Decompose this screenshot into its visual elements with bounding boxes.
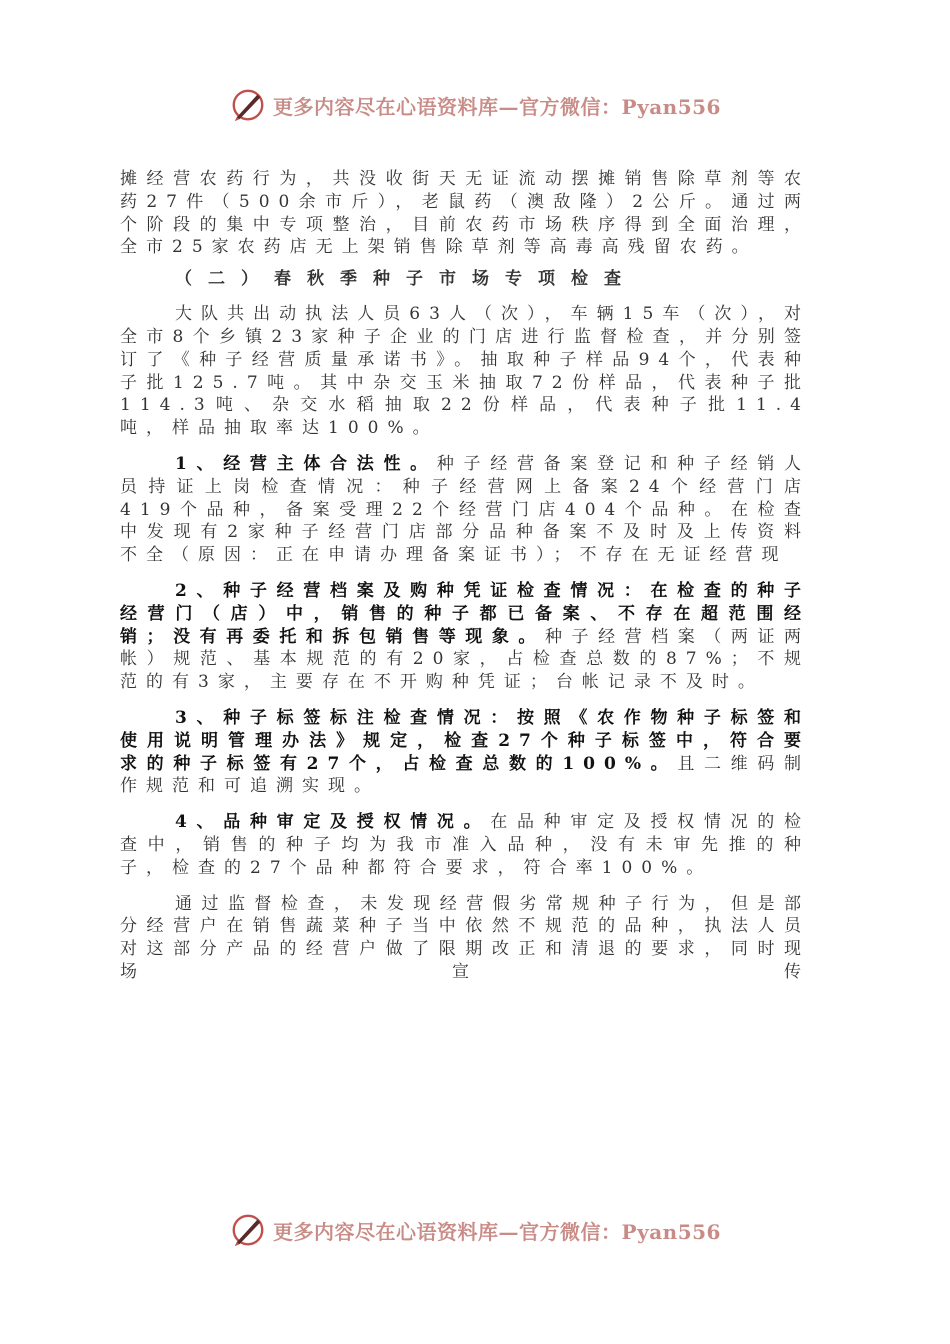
- document-body: [120, 168, 810, 984]
- header-banner-text: 更多内容尽在心语资料库—官方微信：Pyan556: [273, 94, 721, 119]
- item-business-legality-text: 种子经营备案登记和种子经销人员持证上岗检查情况：种子经营网上备案24个经营门店419个品种，备案受理22个经营门店404个品种。在检查中发现有2家种子经营门店部分品种备案不及时及上传资料不全（原因：正在申请办理备案证书）；不存在无证经营现: [120, 453, 810, 566]
- header-banner: [0, 83, 950, 127]
- item-seed-records-text: 种子经营档案（两证两帐）规范、基本规范的有20家，占检查总数的87%；不规范的有3家，主要存在不开购种凭证；台帐记录不及时。: [120, 626, 811, 693]
- item-business-legality: [120, 453, 810, 567]
- footer-banner: [0, 1208, 950, 1252]
- paragraph-pesticide-summary: 摊经营农药行为，共没收街天无证流动摆摊销售除草剂等农药27件（500余市斤），老鼠药（澳敌隆）2公斤。通过两个阶段的集中专项整治，目前农药市场秩序得到全面治理，全市25家农药店无上架销售除草剂等高毒高残留农药。: [120, 169, 810, 258]
- item-seed-labels: [120, 707, 810, 798]
- footer-banner-text: 更多内容尽在心语资料库—官方微信：Pyan556: [273, 1219, 721, 1244]
- item-variety-approval-title: 4、品种审定及授权情况。: [175, 812, 491, 833]
- item-variety-approval-text: 在品种审定及授权情况的检查中，销售的种子均为我市准入品种，没有未审先推的种子，检查的27个品种都符合要求，符合率100%。: [120, 812, 810, 878]
- item-seed-records: [120, 580, 810, 694]
- pen-logo-icon: [229, 86, 267, 124]
- item-business-legality-title: 1、经营主体合法性。: [175, 453, 437, 474]
- item-seed-labels-title: 3、种子标签标注检查情况：按照《农作物种子标签和使用说明管理办法》规定，检查27个种子标签中，符合要求的种子标签有27个，占检查总数的100%。: [120, 707, 810, 774]
- item-seed-records-title: 2、种子经营档案及购种凭证检查情况：在检查的种子经营门（店）中，销售的种子都已备案、不存在超范围经销；没有再委托和拆包销售等现象。: [120, 580, 810, 647]
- item-variety-approval: [120, 811, 810, 879]
- paragraph-seed-inspection: 大队共出动执法人员63人（次），车辆15车（次），对全市8个乡镇23家种子企业的门店进行监督检查，并分别签订了《种子经营质量承诺书》。抽取种子样品94个，代表种子批125.7吨。其中杂交玉米抽取72份样品，代表种子批114.3吨、杂交水稻抽取22份样品，代表种子批11.4吨，样品抽取率达100%。: [120, 304, 810, 439]
- paragraph-inspection-conclusion: 通过监督检查，未发现经营假劣常规种子行为，但是部分经营户在销售蔬菜种子当中依然不规范的品种，执法人员对这部分产品的经营户做了限期改正和清退的要求，同时现场宣传: [120, 893, 810, 982]
- section-heading-seed-inspection: （二）春秋季种子市场专项检查: [175, 269, 637, 290]
- item-seed-labels-text: 且二维码制作规范和可追溯实现。: [120, 753, 811, 797]
- pen-logo-icon: [229, 1211, 267, 1249]
